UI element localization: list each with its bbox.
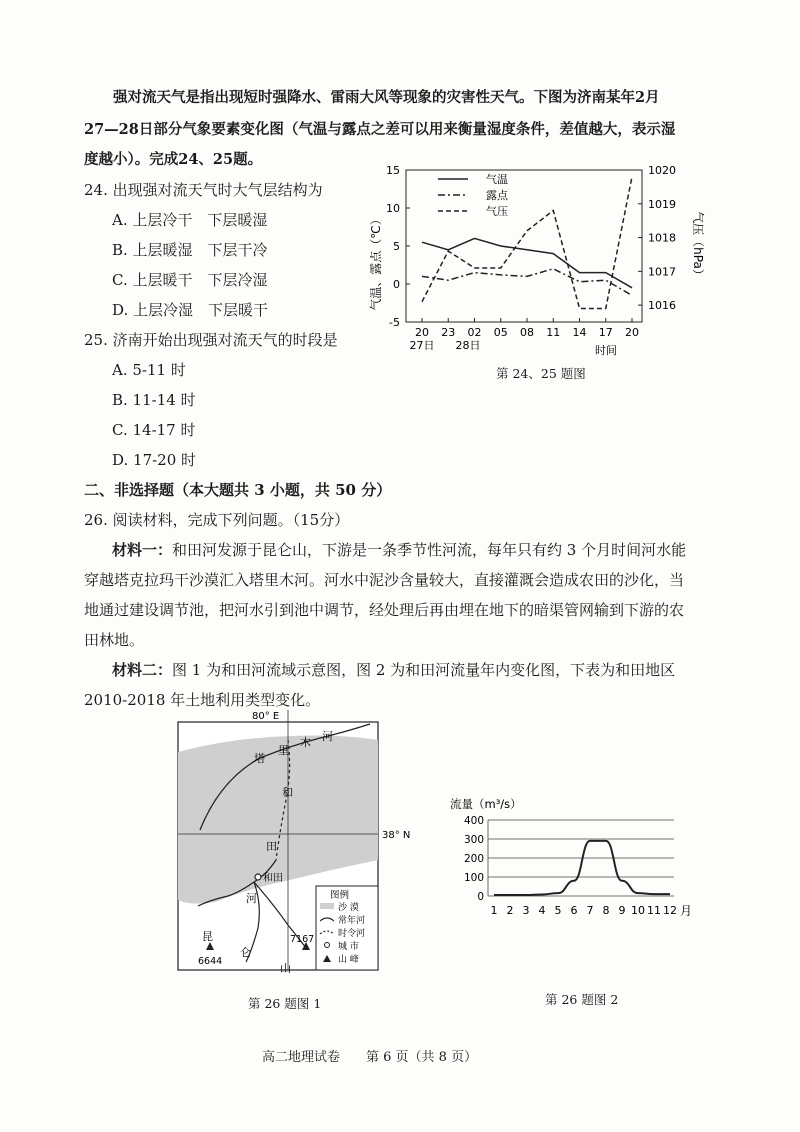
flow-ytick-label: 300 bbox=[463, 834, 484, 846]
weather-ytick2-label: 1017 bbox=[648, 265, 676, 279]
weather-chart-frame bbox=[406, 170, 642, 322]
legend-title: 图例 bbox=[330, 890, 350, 901]
weather-xtick-label: 17 bbox=[598, 326, 613, 339]
flow-xtick-label: 5 bbox=[554, 904, 562, 917]
flow-ytick-label: 200 bbox=[463, 853, 484, 865]
q25-option-b: B. 11-14 时 bbox=[112, 391, 196, 409]
hetian-char-1: 和 bbox=[282, 786, 293, 799]
weather-xtick-label: 02 bbox=[467, 326, 482, 339]
weather-chart-ylabel2: 气压（hPa） bbox=[691, 211, 705, 281]
weather-chart-ylabel: 气温、露点（℃） bbox=[369, 213, 383, 311]
material1-label: 材料一： bbox=[112, 541, 173, 559]
weather-series-pressure bbox=[422, 177, 632, 309]
material2-line1 bbox=[112, 660, 675, 680]
weather-xtick-label: 11 bbox=[546, 326, 561, 339]
tarim-char-4: 河 bbox=[322, 730, 333, 743]
intro-line-3: 度越小）。完成24、25题。 bbox=[84, 151, 263, 168]
weather-ytick-label: 0 bbox=[393, 278, 400, 291]
material1-line1 bbox=[112, 540, 686, 560]
tarim-char-3: 木 bbox=[300, 736, 311, 749]
q26-stem: 26. 阅读材料，完成下列问题。（15分） bbox=[84, 511, 350, 529]
kunlun-char-1: 昆 bbox=[202, 930, 213, 943]
flow-xtick-label: 10 bbox=[631, 904, 645, 917]
weather-ytick2-label: 1020 bbox=[648, 164, 676, 177]
tarim-char-1: 塔 bbox=[254, 752, 265, 765]
weather-xtick-label: 08 bbox=[520, 326, 534, 339]
section2-heading: 二、非选择题（本大题共 3 小题，共 50 分） bbox=[84, 481, 392, 499]
flow-chart-caption: 第 26 题图 2 bbox=[545, 992, 619, 1007]
peak-label-1: 6644 bbox=[198, 956, 223, 967]
city-label: 和田 bbox=[263, 873, 283, 884]
flow-xtick-label: 3 bbox=[522, 904, 530, 917]
hetian-map bbox=[170, 710, 430, 985]
q25-stem: 25. 济南开始出现强对流天气的时段是 bbox=[84, 331, 338, 349]
weather-ytick-label: -5 bbox=[389, 316, 400, 329]
intro-line-1: 强对流天气是指出现短时强降水、雷雨大风等现象的灾害性天气。下图为济南某年2月 bbox=[113, 89, 660, 106]
material1-line4: 田林地。 bbox=[84, 631, 145, 649]
flow-xtick-label: 1 bbox=[490, 904, 498, 917]
weather-ytick-label: 15 bbox=[386, 164, 400, 177]
flow-xtick-label: 12 bbox=[663, 904, 677, 917]
flow-xtick-label: 6 bbox=[570, 904, 578, 917]
material1-line2: 穿越塔克拉玛干沙漠汇入塔里木河。河水中泥沙含量较大，直接灌溉会造成农田的沙化，当 bbox=[84, 571, 685, 589]
q24-option-d: D. 上层冷湿 下层暖干 bbox=[112, 301, 269, 319]
weather-ytick-label: 5 bbox=[393, 240, 400, 253]
q24-option-a: A. 上层冷干 下层暖湿 bbox=[112, 211, 268, 229]
legend-seasonal: 时令河 bbox=[338, 929, 366, 939]
weather-ytick-label: 10 bbox=[386, 202, 400, 215]
map-caption: 第 26 题图 1 bbox=[248, 996, 322, 1011]
weather-xtick-label: 20 bbox=[415, 326, 429, 339]
kunlun-char-2: 仑 bbox=[240, 946, 251, 959]
weather-chart-caption: 第 24、25 题图 bbox=[496, 366, 586, 381]
material1-text-1: 和田河发源于昆仑山，下游是一条季节性河流，每年只有约 3 个月时间河水能 bbox=[172, 541, 687, 559]
q24-stem: 24. 出现强对流天气时大气层结构为 bbox=[84, 181, 323, 199]
tarim-char-2: 里 bbox=[278, 744, 289, 757]
page-footer: 高二地理试卷 第 6 页（共 8 页） bbox=[262, 1050, 478, 1065]
material2-label: 材料二： bbox=[112, 661, 173, 679]
material2-text-1: 图 1 为和田河流域示意图，图 2 为和田河流量年内变化图，下表为和田地区 bbox=[172, 661, 676, 679]
legend-desert: 沙 漠 bbox=[338, 903, 359, 913]
peak-label-2: 7167 bbox=[290, 934, 315, 945]
legend-label-temp: 气温 bbox=[486, 173, 508, 186]
map-legend bbox=[316, 886, 378, 970]
legend-city: 城 市 bbox=[338, 942, 359, 952]
q25-option-d: D. 17-20 时 bbox=[112, 451, 197, 469]
legend-perennial: 常年河 bbox=[338, 916, 366, 926]
flow-ytick-label: 400 bbox=[463, 815, 484, 827]
weather-xtick-label: 05 bbox=[493, 326, 508, 339]
weather-x-day1: 27日 bbox=[409, 339, 435, 352]
weather-xtick-label: 23 bbox=[441, 326, 456, 339]
flow-xtick-label: 7 bbox=[586, 904, 594, 917]
lon-label: 80° E bbox=[252, 711, 280, 722]
q24-option-c: C. 上层暖干 下层冷湿 bbox=[112, 271, 268, 289]
material2-line2: 2010-2018 年土地利用类型变化。 bbox=[84, 691, 321, 709]
weather-chart bbox=[362, 162, 705, 362]
legend-label-dewpoint: 露点 bbox=[486, 189, 508, 202]
intro-line-2: 27—28日部分气象要素变化图（气温与露点之差可以用来衡量湿度条件，差值越大，表示湿 bbox=[84, 121, 676, 138]
weather-x-day2: 28日 bbox=[455, 339, 481, 352]
hetian-char-2: 田 bbox=[266, 840, 277, 853]
q25-option-c: C. 14-17 时 bbox=[112, 421, 196, 439]
weather-xtick-label: 14 bbox=[572, 326, 587, 339]
weather-legend bbox=[438, 172, 509, 218]
flow-xtick-label: 11 bbox=[647, 904, 661, 917]
weather-xlabel: 时间 bbox=[595, 344, 617, 357]
material1-line3: 地通过建设调节池，把河水引到池中调节，经处理后再由埋在地下的暗渠管网输到下游的农 bbox=[84, 601, 685, 619]
q25-option-a: A. 5-11 时 bbox=[112, 361, 186, 379]
weather-ytick2-label: 1018 bbox=[648, 231, 676, 245]
flow-xtick-label: 4 bbox=[538, 904, 546, 917]
flow-xtick-label: 9 bbox=[618, 904, 626, 917]
flow-chart bbox=[448, 796, 693, 918]
flow-series-line bbox=[494, 841, 670, 895]
legend-label-pressure: 气压 bbox=[486, 205, 508, 218]
hetian-char-3: 河 bbox=[246, 892, 257, 905]
city-marker bbox=[255, 874, 261, 880]
flow-ytick-label: 100 bbox=[463, 872, 484, 884]
weather-ytick2-label: 1016 bbox=[648, 299, 676, 313]
legend-peak: 山 峰 bbox=[338, 955, 359, 965]
flow-xtick-label: 8 bbox=[602, 904, 610, 917]
q24-option-b: B. 上层暖湿 下层干冷 bbox=[112, 241, 268, 259]
flow-ytick-label: 0 bbox=[477, 891, 484, 903]
weather-ytick2-label: 1019 bbox=[648, 197, 676, 211]
flow-xtick-label: 2 bbox=[506, 904, 514, 917]
weather-xtick-label: 20 bbox=[625, 326, 639, 339]
flow-xunit: 月 bbox=[680, 904, 693, 918]
lat-label: 38° N bbox=[382, 830, 411, 841]
kunlun-char-3: 山 bbox=[280, 962, 291, 975]
flow-ylabel: 流量（m³/s） bbox=[450, 797, 522, 811]
